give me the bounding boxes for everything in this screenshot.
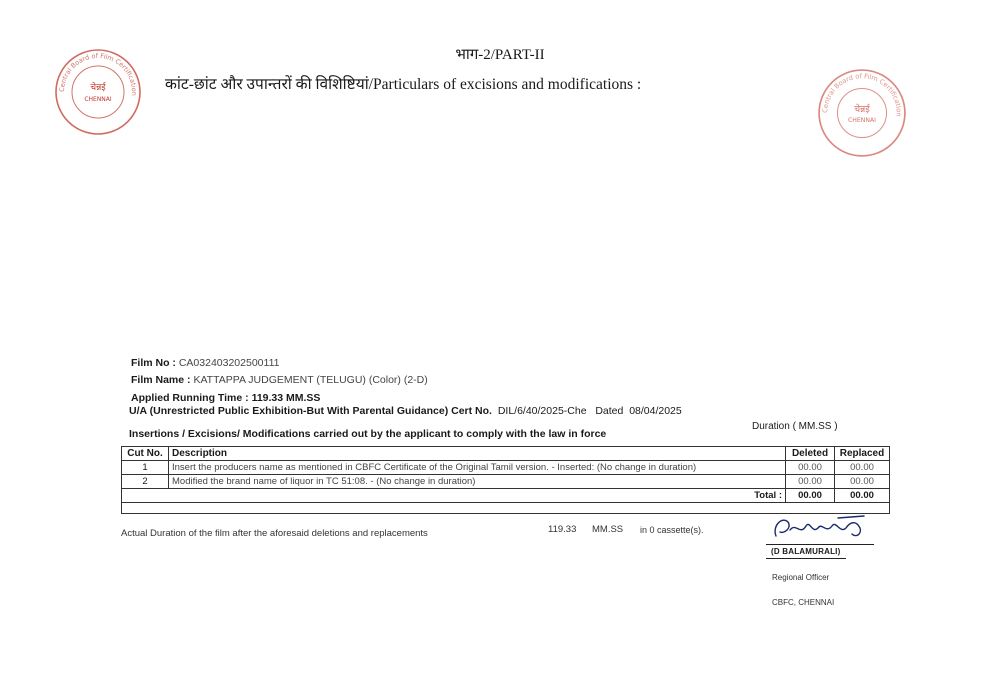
cassette-text: in 0 cassette(s). [640, 525, 704, 535]
film-name-value: KATTAPPA JUDGEMENT (TELUGU) (Color) (2-D) [193, 374, 428, 386]
header-description: Description [169, 447, 786, 461]
signatory-name: (D BALAMURALI) [771, 547, 841, 556]
row-description: Insert the producers name as mentioned in CBFC Certificate of the Original Tamil version. - Inserted: (No change in duration) [169, 461, 786, 475]
cbfc-seal-left [52, 46, 144, 138]
signature-image [768, 510, 878, 546]
certificate-type: U/A (Unrestricted Public Exhibition-But With Parental Guidance) Cert No. [129, 405, 492, 417]
film-number-label: Film No : [131, 357, 176, 369]
signature-line [766, 544, 874, 545]
row-cut-no: 1 [122, 461, 169, 475]
header-cut-no: Cut No. [122, 447, 169, 461]
header-replaced: Replaced [835, 447, 890, 461]
seal-city-hindi: चेन्नई [854, 103, 870, 115]
signatory-office: CBFC, CHENNAI [772, 598, 835, 607]
running-time-value: 119.33 MM.SS [251, 392, 321, 404]
table-row [122, 475, 890, 489]
row-description: Modified the brand name of liquor in TC 51:08. - (No change in duration) [169, 475, 786, 489]
cbfc-seal-right [815, 66, 909, 160]
film-name-line [131, 374, 428, 386]
row-deleted: 00.00 [786, 475, 835, 489]
seal-city-english: CHENNAI [848, 117, 876, 125]
total-label: Total : [122, 489, 786, 503]
seal-org-text: Central Board of Film Certification [821, 72, 903, 117]
total-deleted: 00.00 [786, 489, 835, 503]
table-total-row [122, 489, 890, 503]
actual-duration-label: Actual Duration of the film after the aforesaid deletions and replacements [121, 528, 428, 539]
header-deleted: Deleted [786, 447, 835, 461]
excisions-table [121, 446, 890, 514]
seal-city-english: CHENNAI [84, 96, 112, 103]
dated-label: Dated [595, 405, 624, 417]
film-name-label: Film Name : [131, 374, 191, 386]
row-deleted: 00.00 [786, 461, 835, 475]
table-row [122, 461, 890, 475]
duration-label: Duration ( MM.SS ) [752, 421, 838, 432]
table-header-row [122, 447, 890, 461]
particulars-heading: कांट-छांट और उपान्तरों की विशिष्टियां/Particulars of excisions and modifications : [165, 76, 642, 93]
certificate-number: DIL/6/40/2025-Che [497, 405, 587, 417]
actual-duration-unit: MM.SS [592, 524, 624, 535]
certificate-line [129, 405, 682, 417]
signature-underline [766, 558, 846, 559]
table-caption-text: Insertions / Excisions/ Modifications carried out by the applicant to comply with the law in force [129, 428, 607, 440]
running-time-line [131, 392, 320, 404]
dated-value: 08/04/2025 [629, 405, 682, 417]
seal-city-hindi: चेन्नई [90, 83, 106, 93]
part-title: भाग-2/PART-II [455, 47, 545, 63]
table-caption [129, 428, 606, 440]
running-time-label: Applied Running Time : [131, 392, 249, 404]
row-replaced: 00.00 [835, 475, 890, 489]
film-number-value: CA032403202500111 [178, 357, 280, 369]
film-number-line [131, 357, 279, 369]
signatory-title: Regional Officer [772, 573, 830, 582]
total-replaced: 00.00 [835, 489, 890, 503]
row-replaced: 00.00 [835, 461, 890, 475]
seal-org-text: Central Board of Film Certification [57, 51, 139, 97]
row-cut-no: 2 [122, 475, 169, 489]
actual-duration-value: 119.33 [548, 524, 577, 535]
